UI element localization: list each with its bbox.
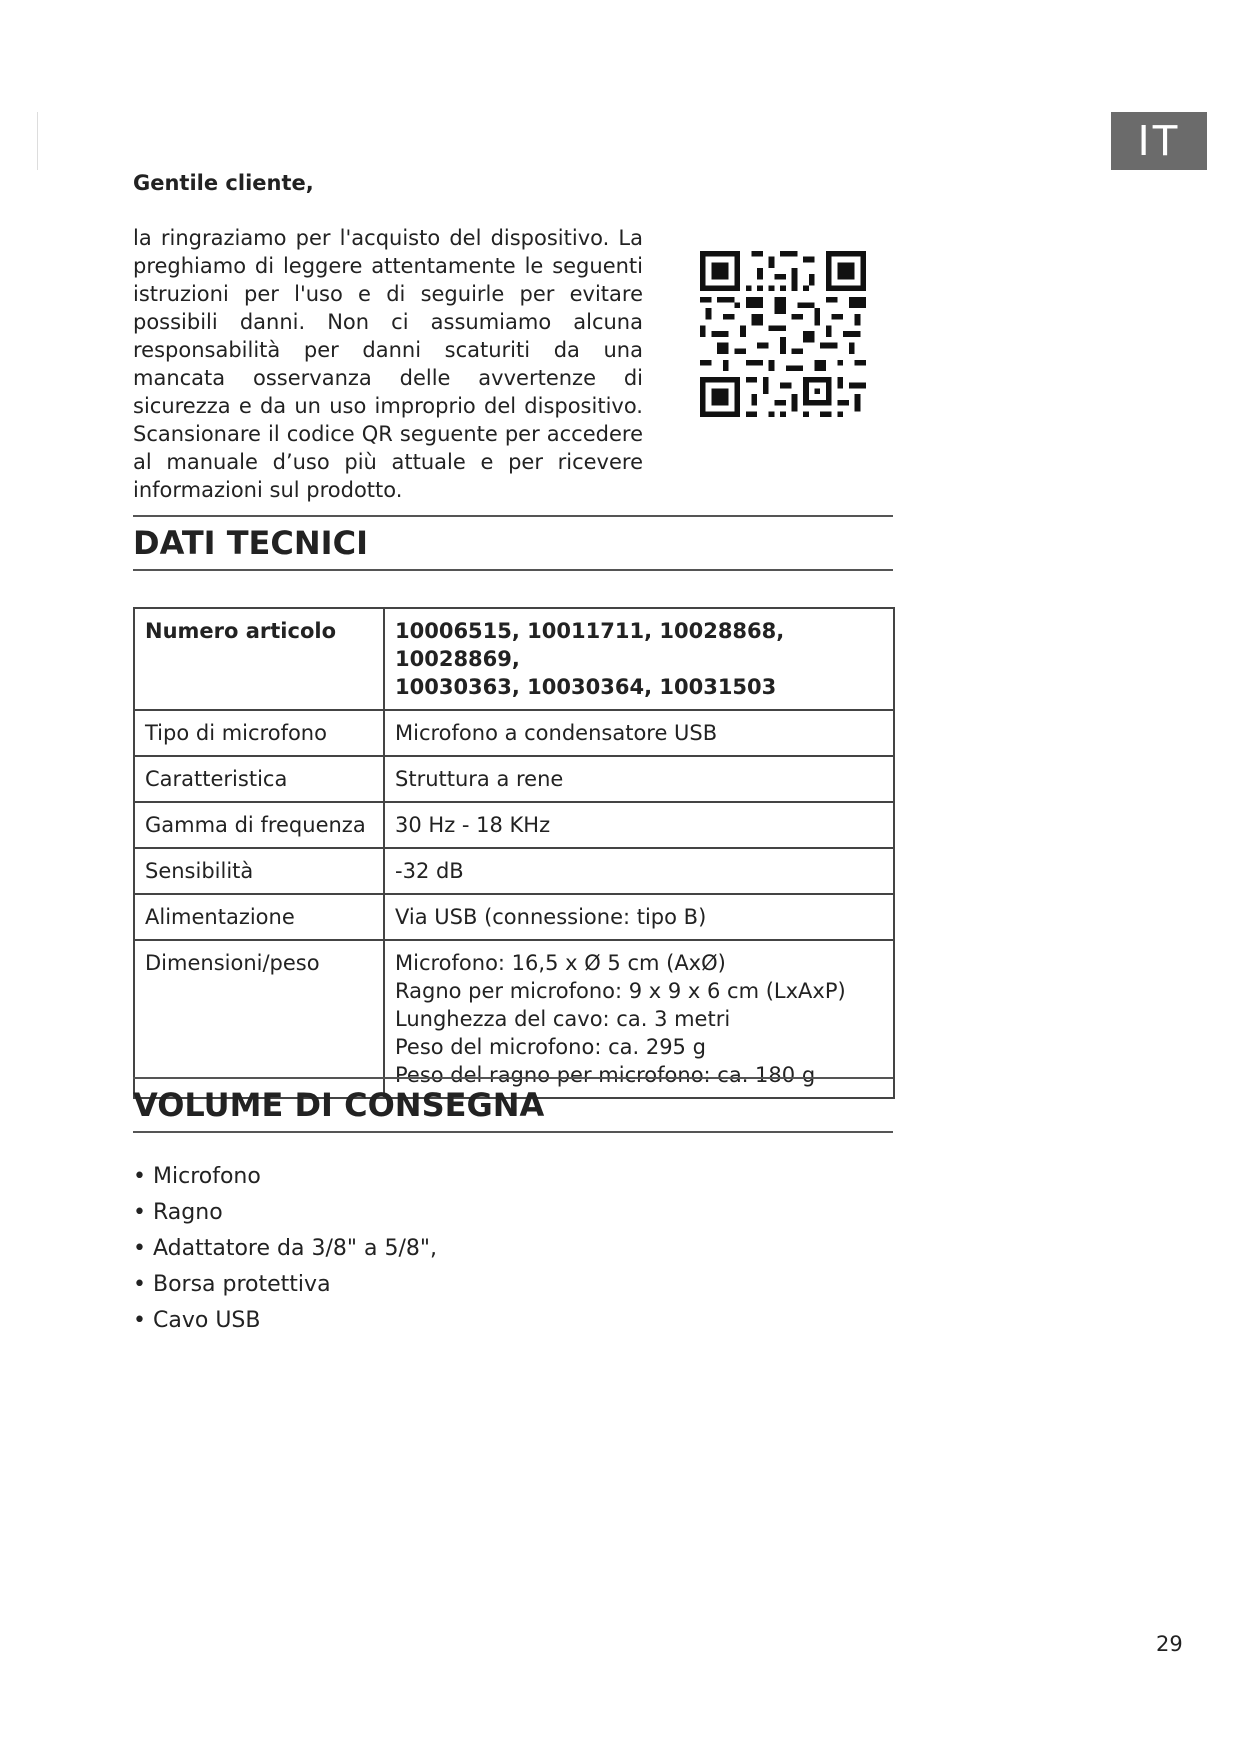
table-row: [134, 894, 894, 940]
spec-value-line: Lunghezza del cavo: ca. 3 metri: [395, 1007, 731, 1031]
section-title-technical-data: DATI TECNICI: [133, 515, 893, 571]
list-item: • Adattatore da 3/8" a 5/8",: [133, 1235, 437, 1271]
spec-value-line: Struttura a rene: [395, 767, 564, 791]
spec-label: Dimensioni/peso: [134, 940, 384, 1098]
spec-value: [384, 608, 894, 710]
language-tab: IT: [1111, 112, 1207, 170]
table-row: [134, 710, 894, 756]
spec-value-line: Microfono: 16,5 x Ø 5 cm (AxØ): [395, 951, 726, 975]
spec-label: Numero articolo: [134, 608, 384, 710]
spec-value-line: Ragno per microfono: 9 x 9 x 6 cm (LxAxP): [395, 979, 846, 1003]
intro-paragraph: la ringraziamo per l'acquisto del dispositivo. La preghiamo di leggere attentamente le seguenti istruzioni per l'uso e di seguirle per evitare possibili danni. Non ci assumiamo alcuna responsabilità per danni scaturiti da una mancata osservanza delle avvertenze di sicurezza e da un uso improprio del dispositivo. Scansionare il codice QR seguente per accedere al manuale d’uso più attuale e per ricevere informazioni sul prodotto.: [133, 226, 643, 502]
list-item: • Microfono: [133, 1163, 437, 1199]
list-item: • Borsa protettiva: [133, 1271, 437, 1307]
greeting: Gentile cliente,: [133, 171, 314, 195]
spec-value-line: Via USB (connessione: tipo B): [395, 905, 707, 929]
spec-value: [384, 940, 894, 1098]
spec-value-line: Peso del microfono: ca. 295 g: [395, 1035, 706, 1059]
list-item: • Ragno: [133, 1199, 437, 1235]
table-row: [134, 848, 894, 894]
spec-value-line: Microfono a condensatore USB: [395, 721, 718, 745]
table-row: [134, 940, 894, 1098]
spec-label: Gamma di frequenza: [134, 802, 384, 848]
spec-label: Sensibilità: [134, 848, 384, 894]
technical-data-table: [133, 607, 895, 1099]
delivery-list: [133, 1163, 437, 1343]
list-item: • Cavo USB: [133, 1307, 437, 1343]
table-row: [134, 608, 894, 710]
spec-value-line: 30 Hz - 18 KHz: [395, 813, 551, 837]
spec-value: [384, 710, 894, 756]
spec-value: [384, 894, 894, 940]
spec-value-line: 10030363, 10030364, 10031503: [395, 675, 777, 699]
qr-code-icon: [700, 251, 866, 417]
spec-value: [384, 848, 894, 894]
spec-value: [384, 802, 894, 848]
spec-value-line: -32 dB: [395, 859, 464, 883]
section-title-delivery: VOLUME DI CONSEGNA: [133, 1077, 893, 1133]
margin-rule: [37, 112, 38, 170]
spec-label: Tipo di microfono: [134, 710, 384, 756]
spec-value: [384, 756, 894, 802]
spec-label: Caratteristica: [134, 756, 384, 802]
spec-label: Alimentazione: [134, 894, 384, 940]
table-row: [134, 802, 894, 848]
spec-value-line: 10006515, 10011711, 10028868, 10028869,: [395, 619, 785, 671]
table-row: [134, 756, 894, 802]
page-number: 29: [1156, 1632, 1183, 1656]
spec-value-line: Peso del ragno per microfono: ca. 180 g: [395, 1063, 816, 1087]
